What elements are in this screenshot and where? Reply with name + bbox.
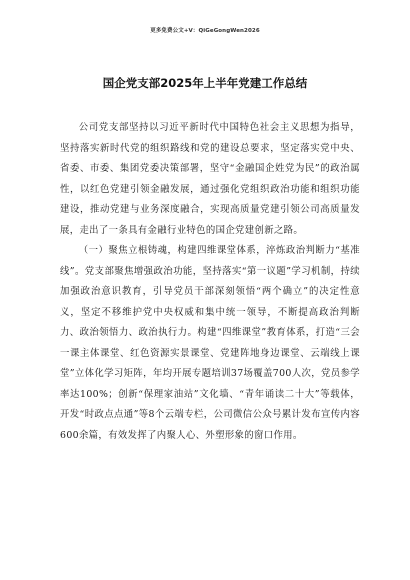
body-paragraph-intro: 公司党支部坚持以习近平新时代中国特色社会主义思想为指导，坚持落实新时代党的组织路线和党的建设总要求，坚定落实党中央、省委、市委、集团党委决策部署，坚守“金融国企姓党为民”的政治属性，以红色党建引领金融发展，通过强化党组织政治功能和组织功能建设，推动党建与业务深度融合，实现高质量党建引领公司高质量发展，走出了一条具有金融行业特色的国企党建创新之路。 [60, 122, 360, 236]
body-paragraph-section-1: （一）聚焦立根铸魂，构建四维课堂体系，淬炼政治判断力“基准线”。党支部聚焦增强政治功能，坚持落实“第一议题”学习机制，持续加强政治意识教育，引导党员干部深刻领悟“两个确立”的决定性意义，坚定不移维护党中央权威和集中统一领导，不断提高政治判断力、政治领悟力、政治执行力。构建“四维课堂”教育体系，打造“三会一课主体课堂、红色资源实景课堂、党建阵地身边课堂、云端线上课堂”立体化学习矩阵，年均开展专题培训37场覆盖700人次，党员参学率达100%；创新“保理家油站”文化墙、“青年诵读二十大”等载体，开发“时政点点通”等8个云端专栏，公司微信公众号累计发布宣传内容600余篇，有效发挥了内聚人心、外塑形象的窗口作用。 [60, 245, 360, 441]
header-note: 更多免费公文+V：QiGeGongWen2026 [150, 28, 260, 34]
document-title: 国企党支部2025年上半年党建工作总结 [102, 76, 308, 90]
document-body [60, 118, 360, 446]
